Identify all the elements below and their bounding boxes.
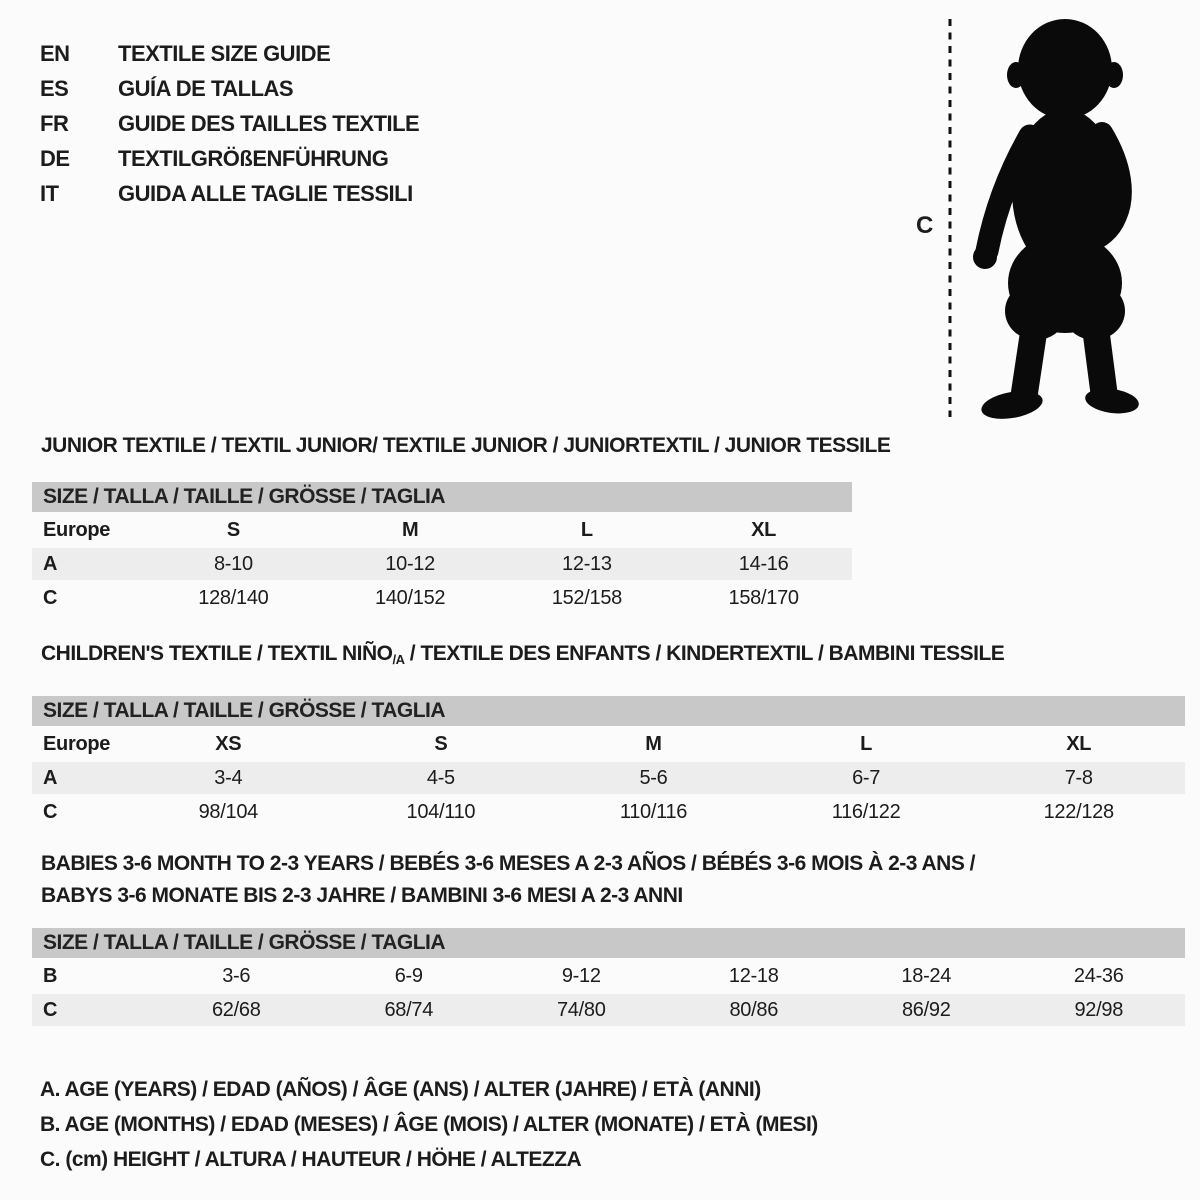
size-col-header: XL: [1066, 732, 1092, 755]
size-col-header: S: [434, 732, 448, 755]
height-value: 152/158: [551, 586, 622, 609]
age-value: 5-6: [639, 766, 668, 789]
title-subscript: /A: [392, 652, 405, 667]
size-col-header: S: [226, 518, 240, 541]
language-title-list: [40, 36, 419, 211]
children-section: [32, 642, 1185, 830]
height-value: 74/80: [556, 998, 606, 1021]
junior-row-height: [32, 582, 852, 614]
toddler-body: [973, 19, 1140, 422]
height-value: 62/68: [211, 998, 261, 1021]
junior-row-age: [32, 548, 852, 580]
age-value: 3-4: [214, 766, 243, 789]
lang-title: TEXTILGRÖßENFÜHRUNG: [118, 145, 389, 171]
height-value: 110/116: [619, 800, 688, 823]
legend-line-c: C. (cm) HEIGHT / ALTURA / HAUTEUR / HÖHE / ALTEZZA: [40, 1148, 582, 1171]
size-col-header: M: [401, 518, 419, 541]
title-part: CHILDREN'S TEXTILE / TEXTIL NIÑO: [41, 642, 393, 665]
junior-section-title: JUNIOR TEXTILE / TEXTIL JUNIOR/ TEXTILE JUNIOR / JUNIORTEXTIL / JUNIOR TESSILE: [41, 434, 891, 457]
legend-line-a: A. AGE (YEARS) / EDAD (AÑOS) / ÂGE (ANS) / ALTER (JAHRE) / ETÀ (ANNI): [40, 1078, 761, 1101]
months-value: 6-9: [394, 964, 423, 987]
row-label: A: [43, 766, 58, 789]
height-value: 80/86: [729, 998, 779, 1021]
babies-section-title: [41, 848, 1185, 912]
lang-row-fr: [40, 106, 419, 141]
height-value: 92/98: [1074, 998, 1124, 1021]
children-row-height: [32, 796, 1185, 828]
height-value: 128/140: [198, 586, 269, 609]
babies-row-height: [32, 994, 1185, 1026]
size-col-header: M: [645, 732, 662, 755]
lang-code: FR: [40, 110, 69, 136]
lang-code: IT: [40, 180, 59, 206]
height-value: 140/152: [375, 586, 446, 609]
figure-height-label: C: [916, 212, 934, 239]
age-value: 4-5: [426, 766, 455, 789]
legend-line-b: B. AGE (MONTHS) / EDAD (MESES) / ÂGE (MOIS) / ALTER (MONATE) / ETÀ (MESI): [40, 1113, 818, 1136]
months-value: 3-6: [222, 964, 251, 987]
height-value: 86/92: [901, 998, 951, 1021]
children-header-row: [32, 728, 1185, 760]
babies-title-line2: BABYS 3-6 MONATE BIS 2-3 JAHRE / BAMBINI 3-6 MESI A 2-3 ANNI: [41, 884, 683, 907]
months-value: 12-18: [728, 964, 779, 987]
size-col-header: L: [580, 518, 593, 541]
row-label: A: [43, 552, 58, 575]
height-value: 158/170: [728, 586, 799, 609]
lang-code: ES: [40, 75, 69, 101]
age-value: 12-13: [562, 552, 612, 575]
height-value: 116/122: [831, 800, 901, 823]
months-value: 9-12: [561, 964, 601, 987]
children-section-title: [41, 642, 1185, 672]
babies-row-months: [32, 960, 1185, 992]
row-label: C: [43, 998, 58, 1021]
title-part: / TEXTILE DES ENFANTS / KINDERTEXTIL / BAMBINI TESSILE: [404, 642, 1005, 665]
lang-title: GUÍA DE TALLAS: [118, 75, 294, 101]
junior-size-header-bar: SIZE / TALLA / TAILLE / GRÖSSE / TAGLIA: [32, 482, 852, 512]
lang-code: DE: [40, 145, 70, 171]
size-col-header: XL: [751, 518, 777, 541]
months-value: 24-36: [1073, 964, 1124, 987]
age-value: 10-12: [385, 552, 435, 575]
lang-row-en: [40, 36, 419, 71]
toddler-silhouette-icon: [900, 10, 1160, 422]
babies-section: [32, 848, 1185, 1028]
children-size-header-bar: SIZE / TALLA / TAILLE / GRÖSSE / TAGLIA: [32, 696, 1185, 726]
row-label: C: [43, 586, 58, 609]
height-value: 122/128: [1043, 800, 1114, 823]
measurement-legend: [40, 1072, 818, 1177]
height-value: 68/74: [384, 998, 434, 1021]
size-col-header: L: [860, 732, 873, 755]
lang-row-es: [40, 71, 419, 106]
babies-title-line1: BABIES 3-6 MONTH TO 2-3 YEARS / BEBÉS 3-6 MESES A 2-3 AÑOS / BÉBÉS 3-6 MOIS À 2-3 ANS /: [41, 852, 976, 875]
height-value: 98/104: [198, 800, 258, 823]
lang-title: TEXTILE SIZE GUIDE: [118, 40, 331, 66]
row-label: C: [43, 800, 58, 823]
row-label: B: [43, 964, 58, 987]
lang-title: GUIDA ALLE TAGLIE TESSILI: [118, 180, 413, 206]
age-value: 7-8: [1064, 766, 1093, 789]
children-row-age: [32, 762, 1185, 794]
lang-code: EN: [40, 40, 70, 66]
region-label: Europe: [43, 732, 111, 755]
age-value: 8-10: [213, 552, 253, 575]
age-value: 6-7: [852, 766, 881, 789]
lang-title: GUIDE DES TAILLES TEXTILE: [118, 110, 420, 136]
height-measure-figure: [900, 10, 1160, 422]
size-col-header: XS: [215, 732, 242, 755]
lang-row-de: [40, 141, 419, 176]
lang-row-it: [40, 176, 419, 211]
months-value: 18-24: [901, 964, 952, 987]
height-value: 104/110: [406, 800, 476, 823]
region-label: Europe: [43, 518, 111, 541]
age-value: 14-16: [738, 552, 789, 575]
junior-section: [32, 434, 891, 616]
junior-header-row: [32, 514, 852, 546]
babies-size-header-bar: SIZE / TALLA / TAILLE / GRÖSSE / TAGLIA: [32, 928, 1185, 958]
